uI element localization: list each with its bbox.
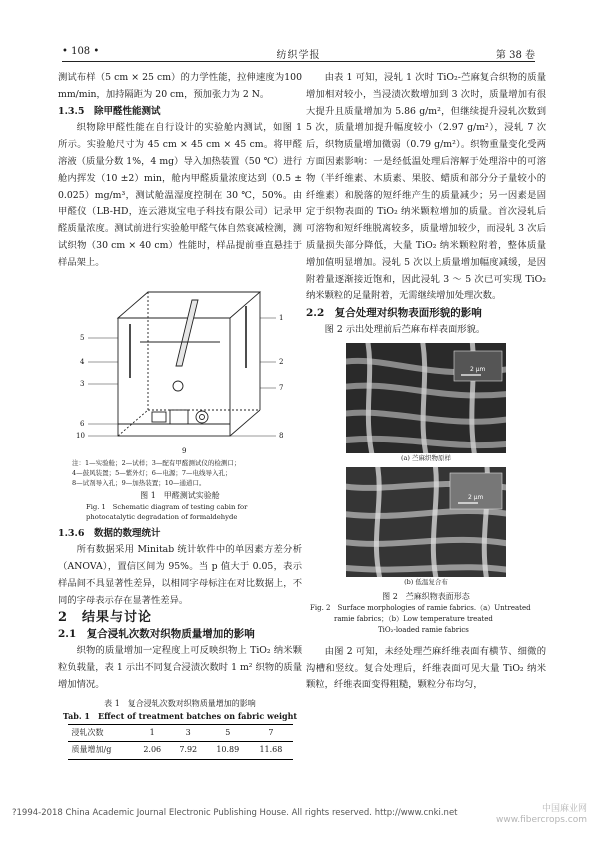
figure-1-caption-en-line: photocatalytic degradation of formaldehyde — [86, 512, 238, 521]
label-7: 7 — [279, 383, 284, 392]
table-cell: 2.06 — [134, 742, 170, 760]
sem-image-untreated — [346, 343, 506, 453]
sem-micrograph-a — [346, 343, 506, 453]
table-cell: 5 — [206, 724, 249, 742]
label-3: 3 — [80, 379, 85, 388]
figure-1-note-line: 8—试剂导入孔；9—加热装置；10—通道口。 — [72, 478, 206, 487]
figure-1-caption-en-line: Fig. 1 Schematic diagram of testing cabin for — [86, 502, 248, 511]
right-column — [306, 70, 546, 694]
table-1-caption-zh: 表 1 复合浸轧次数对织物质量增加的影响 — [104, 698, 256, 708]
table-1-caption-en: Tab. 1 Effect of treatment batches on fabric weight — [62, 710, 298, 721]
label-6: 6 — [80, 419, 85, 428]
section-heading-2-1: 2.1 复合浸轧次数对织物质量增加的影响 — [58, 628, 255, 641]
section-heading-1-3-5: 1.3.5 除甲醛性能测试 — [58, 105, 161, 117]
figure-1-caption-zh: 图 1 甲醛测试实验舱 — [140, 490, 220, 500]
section-heading-1-3-6: 1.3.6 数据的数理统计 — [58, 527, 161, 539]
table-cell: 7.92 — [170, 742, 206, 760]
figure-2-caption-en — [306, 603, 546, 636]
figure-2-caption-en-line: ramie fabrics；（b）Low temperature treated — [334, 614, 493, 623]
figure-2-caption-en-line: Fig. 2 Surface morphologies of ramie fabrics.（a）Untreated — [310, 603, 531, 612]
page-footer — [12, 804, 587, 825]
paragraph-weight-gain-intro: 织物的质量增加一定程度上可反映织物上 TiO₂ 纳米颗粒负载量，表 1 示出不同复合浸渍次数时 1 m² 织物的质量增加情况。 — [58, 645, 302, 690]
volume-number: 第 38 卷 — [495, 50, 535, 61]
table-cell: 11.68 — [249, 742, 292, 760]
label-2: 2 — [279, 357, 284, 366]
table-cell: 3 — [170, 724, 206, 742]
table-cell: 7 — [249, 724, 292, 742]
watermark — [496, 804, 587, 826]
table-cell: 浸轧次数 — [68, 724, 135, 742]
watermark-line: 中国麻业网 — [541, 804, 587, 814]
paragraph-figure-2-discussion: 由图 2 可知，未经处理苎麻纤维表面有横节、细微的沟槽和竖纹。复合处理后，纤维表面可见大量 TiO₂ 纳米颗粒，纤维表面变得粗糙，颗粒分布均匀， — [306, 645, 546, 691]
figure-1-cabin-diagram — [70, 278, 290, 458]
header-rule — [62, 61, 535, 62]
label-1: 1 — [279, 313, 284, 322]
sem-image-treated — [346, 467, 506, 577]
watermark-line: www.fibercrops.com — [496, 815, 587, 825]
cabin-schematic — [70, 278, 290, 458]
sem-image-b-label: (b) 低温复合布 — [404, 577, 448, 586]
copyright-notice: ?1994-2018 China Academic Journal Electronic Publishing House. All rights reserved. http://www.cnki.net — [12, 808, 458, 818]
table-row — [68, 724, 293, 742]
figure-1-note-line: 注：1—实验舱；2—试样；3—配有甲醛测试仪的检测口； — [72, 458, 241, 467]
paragraph-figure-2-intro: 图 2 示出处理前后苎麻布样表面形貌。 — [324, 323, 486, 335]
table-cell: 10.89 — [206, 742, 249, 760]
paragraph-test-conditions: 测试布样（5 cm × 25 cm）的力学性能，拉伸速度为100 mm/min，加持隔距为 20 cm，预加张力为 2 N。 — [58, 72, 302, 100]
scale-bar-label: 2 μm — [470, 365, 486, 373]
scale-bar-label: 2 μm — [468, 493, 484, 501]
label-9: 9 — [182, 446, 187, 455]
section-heading-2: 2 结果与讨论 — [58, 609, 153, 625]
figure-1-caption-en — [58, 502, 302, 522]
table-row — [68, 742, 293, 760]
sem-image-a-label: (a) 苎麻织物原样 — [400, 453, 451, 462]
running-header — [62, 44, 535, 60]
figure-2-caption-zh: 图 2 苎麻织物表面形态 — [382, 591, 470, 601]
table-1 — [68, 724, 293, 761]
table-cell: 1 — [134, 724, 170, 742]
journal-name: 纺织学报 — [276, 50, 321, 61]
table-cell: 质量增加/g — [68, 742, 135, 760]
paragraph-weight-gain-discussion: 由表 1 可知，浸轧 1 次时 TiO₂-苎麻复合织物的质量增加相对较小，当浸渍次数增加到 3 次时，质量增加有很大提升且质量增加为 5.86 g/m²，但继续提升浸轧次数到 5 次，质量增加提升幅度较小（2.97 g/m²），浸轧 7 次后，织物质量增加微弱（0.79 g/m²）。织物重量变化受两方面因素影响：一是经低温处理后溶解于处理浴中的可溶物（半纤维素、木质素、果胶、蜡质和部分分子量较小的纤维素）和脱落的短纤维产生的质量减少；另一因素是固定于织物表面的 TiO₂ 纳米颗粒增加的质量。首次浸轧后可溶物和短纤维脱离较多，质量增加较少，而浸轧 3 次后质量损失部分降低，大量 TiO₂ 纳米颗粒附着，整体质量增加值明显增加。浸轧 5 次以上质量增加幅度减缓，是因附着量逐渐接近饱和，因此浸轧 3 ～ 5 次已可实现 TiO₂ 纳米颗粒的足量附着，无需继续增加处理次数。 — [306, 72, 546, 302]
paragraph-statistics: 所有数据采用 Minitab 统计软件中的单因素方差分析（ANOVA），置信区间为 95%。当 p 值大于 0.05，表示样品间不具显著性差异，以相同字母标注在对比数据上，不同的字母表示存在显著性差异。 — [58, 544, 302, 606]
label-5: 5 — [80, 333, 85, 342]
figure-1-note-line: 4—鼓风装置；5—紫外灯；6—电源；7—电线导入孔； — [72, 468, 232, 477]
paragraph-formaldehyde-test: 织物除甲醛性能在自行设计的实验舱内测试，如图 1 所示。实验舱尺寸为 45 cm × 45 cm × 45 cm。将甲醛溶液（质量分数 1%，4 mg）导入加热装置（50 ℃）进行舱内挥发（10 ±2）min，舱内甲醛质量浓度达到（0.5 ± 0.025）mg/m³，测试舱温湿度控制在 30 ℃，50%。由甲醛仪（LB-HD，连云港岚宝电子科技有限公司）记录甲醛质量浓度。测试前进行实验舱甲醛气体自然衰减检测，测试织物（30 cm × 40 cm）性能时，样品提前垂直悬挂于样品架上。 — [58, 122, 302, 268]
figure-1-note — [58, 458, 302, 488]
page-number: • 108 • — [62, 46, 100, 57]
figure-2-caption-en-line: TiO₂-loaded ramie fabrics — [378, 625, 469, 634]
section-heading-2-2: 2.2 复合处理对织物表面形貌的影响 — [306, 307, 482, 320]
sem-micrograph-b — [346, 467, 506, 577]
label-8: 8 — [279, 431, 284, 440]
label-4: 4 — [80, 357, 85, 366]
label-10: 10 — [76, 431, 85, 440]
left-column — [58, 70, 302, 760]
